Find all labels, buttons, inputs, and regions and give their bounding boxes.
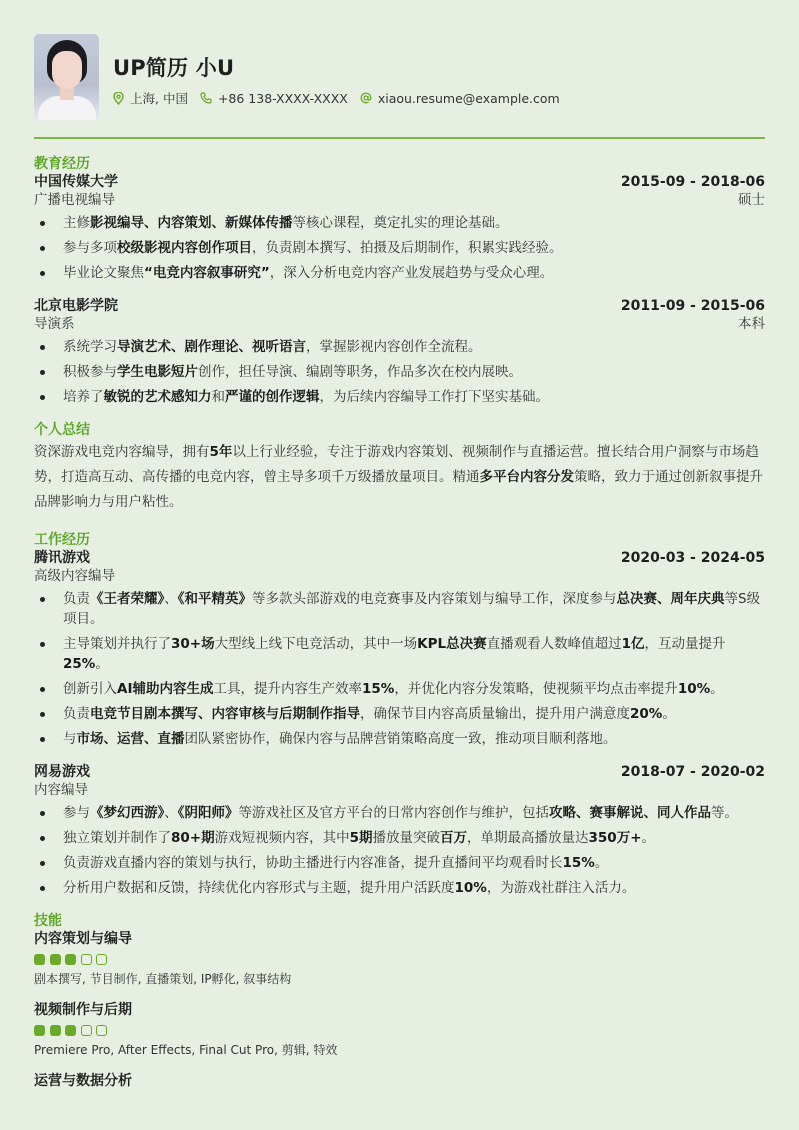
company-name: 腾讯游戏: [34, 549, 90, 566]
phone-text: +86 138-XXXX-XXXX: [217, 90, 348, 106]
education-date: 2011-09 - 2015-06: [620, 297, 765, 314]
summary-text: 资深游戏电竞内容编导，拥有5年以上行业经验，专注于游戏内容策划、视频制作与直播运营。擅长结合用户洞察与市场趋势，打造高互动、高传播的电竞内容，曾主导多项千万级播放量项目。精通多平台内容分发策略，致力于通过创新叙事提升品牌影响力与用户粘性。: [34, 443, 763, 510]
bullet-item: 负责电竞节目剧本撰写、内容审核与后期制作指导，确保节目内容高质量输出，提升用户满意度20%。: [34, 704, 765, 724]
work-entry: [34, 549, 765, 749]
email-at-icon: [360, 92, 372, 104]
education-bullets: [34, 213, 765, 283]
bullet-item: 负责《王者荣耀》、《和平精英》等多款头部游戏的电竞赛事及内容策划与编导工作，深度参与总决赛、周年庆典等S级项目。: [34, 589, 765, 629]
location-pin-icon: [113, 92, 124, 105]
bullet-item: 参与多项校级影视内容创作项目，负责剧本撰写、拍摄及后期制作，积累实践经验。: [34, 238, 765, 258]
candidate-name: UP简历 小U: [113, 56, 235, 80]
filled-level-dot-icon: [34, 954, 45, 965]
skill-item: [34, 1001, 765, 1058]
education-bullets: [34, 337, 765, 407]
major: 广播电视编导: [34, 191, 115, 208]
location-text: 上海, 中国: [130, 91, 188, 106]
work-date: 2020-03 - 2024-05: [620, 549, 765, 566]
skill-item: [34, 1072, 765, 1090]
filled-level-dot-icon: [50, 1025, 61, 1036]
empty-level-dot-icon: [96, 1025, 107, 1036]
email-text[interactable]: xiaou.resume@example.com: [377, 90, 560, 106]
education-date: 2015-09 - 2018-06: [620, 173, 765, 190]
header-divider: [34, 137, 765, 139]
skill-level-rating: [34, 1025, 765, 1036]
work-bullets: [34, 589, 765, 749]
school-name: 北京电影学院: [34, 297, 118, 314]
contact-phone: [200, 91, 348, 106]
bullet-item: 独立策划并制作了80+期游戏短视频内容，其中5期播放量突破百万，单期最高播放量达350万+。: [34, 828, 765, 848]
section-title-summary: 个人总结: [34, 421, 90, 438]
filled-level-dot-icon: [50, 954, 61, 965]
filled-level-dot-icon: [65, 1025, 76, 1036]
empty-level-dot-icon: [96, 954, 107, 965]
major: 导演系: [34, 315, 75, 332]
degree: 硕士: [738, 191, 765, 208]
filled-level-dot-icon: [65, 954, 76, 965]
skill-name: 运营与数据分析: [34, 1072, 132, 1089]
work-date: 2018-07 - 2020-02: [620, 763, 765, 780]
bullet-item: 主导策划并执行了30+场大型线上线下电竞活动，其中一场KPL总决赛直播观看人数峰值超过1亿，互动量提升25%。: [34, 634, 765, 674]
profile-photo: [34, 34, 99, 120]
header-info: [113, 34, 572, 107]
company-name: 网易游戏: [34, 763, 90, 780]
bullet-item: 创新引入AI辅助内容生成工具，提升内容生产效率15%，并优化内容分发策略，使视频平均点击率提升10%。: [34, 679, 765, 699]
section-title-education: 教育经历: [34, 155, 90, 172]
skill-name: 内容策划与编导: [34, 930, 132, 947]
school-name: 中国传媒大学: [34, 173, 118, 190]
section-title-work: 工作经历: [34, 531, 90, 548]
bullet-item: 与市场、运营、直播团队紧密协作，确保内容与品牌营销策略高度一致，推动项目顺利落地。: [34, 729, 765, 749]
contact-location: [113, 89, 188, 107]
work-entry: [34, 763, 765, 898]
skill-tags: Premiere Pro, After Effects, Final Cut Pro, 剪辑, 特效: [34, 1042, 338, 1057]
skill-level-rating: [34, 954, 765, 965]
bullet-item: 负责游戏直播内容的策划与执行，协助主播进行内容准备，提升直播间平均观看时长15%。: [34, 853, 765, 873]
bullet-item: 培养了敏锐的艺术感知力和严谨的创作逻辑，为后续内容编导工作打下坚实基础。: [34, 387, 765, 407]
phone-icon: [200, 92, 212, 104]
contact-row: [113, 89, 572, 107]
job-role: 内容编导: [34, 781, 88, 798]
filled-level-dot-icon: [34, 1025, 45, 1036]
skill-item: [34, 930, 765, 987]
bullet-item: 系统学习导演艺术、剧作理论、视听语言，掌握影视内容创作全流程。: [34, 337, 765, 357]
section-title-skills: 技能: [34, 912, 62, 929]
contact-email: [360, 91, 560, 106]
empty-level-dot-icon: [81, 1025, 92, 1036]
education-entry: [34, 173, 765, 283]
education-entry: [34, 297, 765, 407]
skill-name: 视频制作与后期: [34, 1001, 132, 1018]
bullet-item: 分析用户数据和反馈，持续优化内容形式与主题，提升用户活跃度10%，为游戏社群注入活力。: [34, 878, 765, 898]
bullet-item: 毕业论文聚焦“电竞内容叙事研究”，深入分析电竞内容产业发展趋势与受众心理。: [34, 263, 765, 283]
job-role: 高级内容编导: [34, 567, 115, 584]
work-bullets: [34, 803, 765, 898]
bullet-item: 主修影视编导、内容策划、新媒体传播等核心课程，奠定扎实的理论基础。: [34, 213, 765, 233]
resume-header: [34, 34, 765, 120]
empty-level-dot-icon: [81, 954, 92, 965]
bullet-item: 参与《梦幻西游》、《阴阳师》等游戏社区及官方平台的日常内容创作与维护，包括攻略、赛事解说、同人作品等。: [34, 803, 765, 823]
degree: 本科: [738, 315, 765, 332]
skill-tags: 剧本撰写, 节目制作, 直播策划, IP孵化, 叙事结构: [34, 971, 292, 986]
bullet-item: 积极参与学生电影短片创作，担任导演、编剧等职务，作品多次在校内展映。: [34, 362, 765, 382]
